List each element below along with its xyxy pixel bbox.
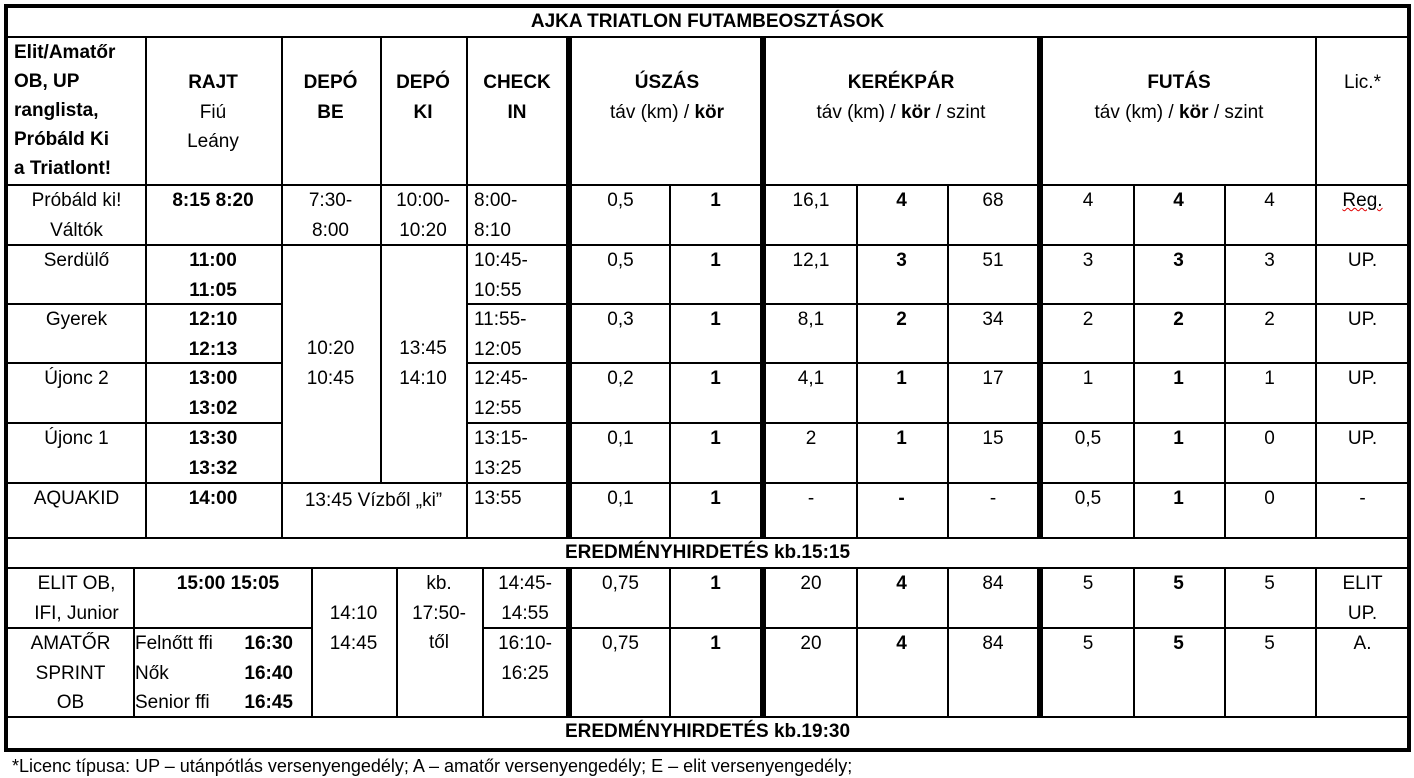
amator-ker-szint: 84 bbox=[982, 633, 1004, 654]
row-depo-ki: 10:00- 10:20 bbox=[396, 190, 450, 241]
row-category: Serdülő bbox=[43, 250, 110, 271]
amator-ker-kor: 4 bbox=[896, 633, 907, 654]
row-checkin: 13:55 bbox=[474, 488, 522, 509]
row-fut-tav: 1 bbox=[1082, 368, 1094, 389]
row-lic: - bbox=[1359, 488, 1366, 509]
amator-fut-szint: 5 bbox=[1264, 633, 1275, 654]
row-fut-tav: 2 bbox=[1082, 309, 1094, 330]
licence-footnote: *Licenc típusa: UP – utánpótlás versenyengedély; A – amatőr versenyengedély; E – elit versenyengedély; bbox=[12, 756, 853, 776]
row-fut-kor: 1 bbox=[1173, 488, 1184, 509]
elit-fut-tav: 5 bbox=[1082, 573, 1094, 594]
row-fut-szint: 0 bbox=[1264, 428, 1275, 449]
row-usz-kor: 1 bbox=[710, 190, 721, 211]
row-usz-tav: 0,3 bbox=[607, 309, 634, 330]
row-fut-tav: 3 bbox=[1082, 250, 1094, 271]
row-usz-tav: 0,5 bbox=[607, 190, 634, 211]
row-usz-kor: 1 bbox=[710, 488, 721, 509]
row-usz-tav: 0,1 bbox=[607, 488, 634, 509]
elit-fut-szint: 5 bbox=[1264, 573, 1275, 594]
result-announcement-2: EREDMÉNYHIRDETÉS kb.19:30 bbox=[564, 721, 851, 742]
row-checkin: 12:45- 12:55 bbox=[474, 368, 528, 419]
elit-licence: ELIT UP. bbox=[1342, 573, 1383, 624]
row-checkin: 10:45- 10:55 bbox=[474, 250, 528, 301]
amator-licence: A. bbox=[1353, 633, 1372, 654]
row-ker-szint: 17 bbox=[982, 368, 1004, 389]
elit-rajt: 15:00 15:05 bbox=[176, 573, 280, 594]
row-lic: UP. bbox=[1347, 428, 1378, 449]
row-ker-tav: 12,1 bbox=[792, 250, 830, 271]
row-ker-tav: 2 bbox=[805, 428, 817, 449]
header-futas: FUTÁS táv (km) / kör / szint bbox=[1094, 72, 1264, 123]
elit-usz-tav: 0,75 bbox=[602, 573, 639, 594]
row-ker-kor: 3 bbox=[896, 250, 907, 271]
row-checkin: 8:00- 8:10 bbox=[474, 190, 518, 241]
row-ker-szint: 68 bbox=[982, 190, 1004, 211]
row-lic: UP. bbox=[1347, 368, 1378, 389]
row-ker-kor: 4 bbox=[896, 190, 907, 211]
elit-ker-szint: 84 bbox=[982, 573, 1004, 594]
row-depo-be: 7:30- 8:00 bbox=[308, 190, 353, 241]
row-lic: UP. bbox=[1347, 250, 1378, 271]
row-checkin: 11:55- 12:05 bbox=[474, 309, 527, 360]
row-rajt: 11:00 11:05 bbox=[189, 250, 237, 301]
header-uszas: ÚSZÁS táv (km) / kör bbox=[609, 72, 725, 123]
header-checkin: CHECK IN bbox=[483, 72, 551, 123]
elit-ker-tav: 20 bbox=[800, 573, 822, 594]
row-usz-tav: 0,1 bbox=[607, 428, 634, 449]
group2-depo-be: 14:10 14:45 bbox=[329, 603, 378, 654]
elit-checkin: 14:45- 14:55 bbox=[498, 573, 552, 624]
row-rajt: 14:00 bbox=[188, 488, 238, 509]
row-ker-kor: - bbox=[898, 488, 905, 509]
row-lic: Reg. bbox=[1342, 190, 1383, 211]
header-category: Elit/Amatőr OB, UP ranglista, Próbáld Ki a Triatlont! bbox=[14, 42, 116, 179]
row-category: Újonc 2 bbox=[44, 368, 109, 389]
row-fut-szint: 4 bbox=[1264, 190, 1275, 211]
amator-checkin: 16:10- 16:25 bbox=[498, 633, 552, 684]
row-ker-szint: 15 bbox=[982, 428, 1004, 449]
row-usz-kor: 1 bbox=[710, 368, 721, 389]
row-fut-szint: 0 bbox=[1264, 488, 1275, 509]
row-fut-szint: 1 bbox=[1264, 368, 1275, 389]
row-ker-kor: 1 bbox=[896, 368, 907, 389]
elit-usz-kor: 1 bbox=[710, 573, 721, 594]
amator-fut-tav: 5 bbox=[1082, 633, 1094, 654]
amator-fut-kor: 5 bbox=[1173, 633, 1184, 654]
header-rajt: RAJT Fiú Leány bbox=[187, 72, 239, 152]
row-rajt: 12:10 12:13 bbox=[188, 309, 238, 360]
header-kerekpar: KERÉKPÁR táv (km) / kör / szint bbox=[816, 72, 986, 123]
aquakid-depo: 13:45 Vízből „ki” bbox=[304, 490, 443, 511]
row-rajt: 8:15 8:20 bbox=[172, 190, 254, 211]
row-ker-szint: 34 bbox=[982, 309, 1004, 330]
row-rajt: 13:30 13:32 bbox=[188, 428, 238, 479]
row-ker-szint: 51 bbox=[982, 250, 1004, 271]
row-fut-kor: 4 bbox=[1173, 190, 1184, 211]
row-fut-kor: 1 bbox=[1173, 368, 1184, 389]
row-usz-kor: 1 bbox=[710, 428, 721, 449]
group2-depo-ki: kb. 17:50- től bbox=[412, 573, 466, 653]
row-fut-tav: 0,5 bbox=[1074, 488, 1102, 509]
row-category: Újonc 1 bbox=[44, 428, 109, 449]
amator-usz-tav: 0,75 bbox=[602, 633, 639, 654]
row-ker-szint: - bbox=[989, 488, 997, 509]
row-ker-kor: 2 bbox=[896, 309, 907, 330]
row-category: AQUAKID bbox=[33, 488, 120, 509]
elit-fut-kor: 5 bbox=[1173, 573, 1184, 594]
amator-rajt: Felnőtt ffi 16:30 Nők 16:40 Senior ffi 16:45 bbox=[135, 633, 293, 713]
elit-ker-kor: 4 bbox=[896, 573, 907, 594]
row-usz-kor: 1 bbox=[710, 250, 721, 271]
row-fut-kor: 3 bbox=[1173, 250, 1184, 271]
grid-line bbox=[1315, 569, 1317, 716]
row-ker-tav: 8,1 bbox=[797, 309, 825, 330]
table-title: AJKA TRIATLON FUTAMBEOSZTÁSOK bbox=[530, 11, 885, 32]
amator-ker-tav: 20 bbox=[800, 633, 822, 654]
row-ker-kor: 1 bbox=[896, 428, 907, 449]
row-rajt: 13:00 13:02 bbox=[188, 368, 238, 419]
group-depo-ki: 13:45 14:10 bbox=[399, 338, 447, 389]
header-depo-be: DEPÓ BE bbox=[303, 72, 358, 123]
elit-category: ELIT OB, IFI, Junior bbox=[34, 573, 119, 624]
row-fut-tav: 4 bbox=[1082, 190, 1094, 211]
group-depo-be: 10:20 10:45 bbox=[306, 338, 355, 389]
row-fut-tav: 0,5 bbox=[1074, 428, 1102, 449]
row-fut-kor: 2 bbox=[1173, 309, 1184, 330]
grid-line bbox=[1315, 38, 1317, 537]
result-announcement-1: EREDMÉNYHIRDETÉS kb.15:15 bbox=[564, 542, 851, 563]
row-fut-kor: 1 bbox=[1173, 428, 1184, 449]
row-ker-tav: - bbox=[807, 488, 815, 509]
row-usz-tav: 0,2 bbox=[607, 368, 634, 389]
row-ker-tav: 4,1 bbox=[797, 368, 825, 389]
row-fut-szint: 2 bbox=[1264, 309, 1275, 330]
row-category: Gyerek bbox=[45, 309, 108, 330]
amator-usz-kor: 1 bbox=[710, 633, 721, 654]
row-ker-tav: 16,1 bbox=[792, 190, 830, 211]
header-depo-ki: DEPÓ KI bbox=[396, 72, 450, 123]
row-lic: UP. bbox=[1347, 309, 1378, 330]
grid-line bbox=[8, 36, 1407, 38]
row-fut-szint: 3 bbox=[1264, 250, 1275, 271]
row-usz-kor: 1 bbox=[710, 309, 721, 330]
amator-category: AMATŐR SPRINT OB bbox=[30, 633, 111, 713]
row-checkin: 13:15- 13:25 bbox=[474, 428, 528, 479]
row-usz-tav: 0,5 bbox=[607, 250, 634, 271]
row-category: Próbáld ki! Váltók bbox=[31, 190, 122, 241]
header-licence: Lic.* bbox=[1344, 72, 1381, 93]
grid-line bbox=[281, 482, 466, 484]
